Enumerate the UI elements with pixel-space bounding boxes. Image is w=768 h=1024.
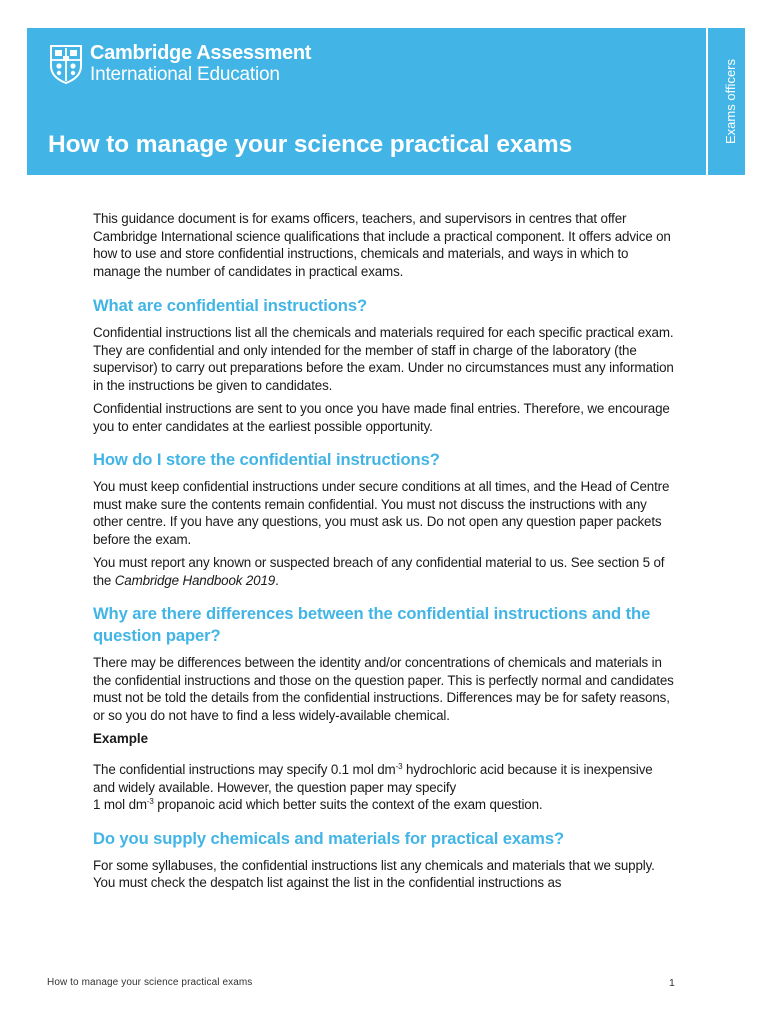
section-paragraph [93,554,675,589]
paragraph-text: You must report any known or suspected breach of any confidential material to us. See section 5 of the [93,555,665,588]
superscript: -3 [146,797,154,806]
footer-document-title: How to manage your science practical exams [47,977,253,988]
example-paragraph [93,761,675,814]
org-name-line1: Cambridge Assessment [90,42,312,64]
document-body [93,210,675,898]
section-heading: How do I store the confidential instructions? [93,450,440,469]
intro-paragraph: This guidance document is for exams officers, teachers, and supervisors in centres that offer Cambridge International science qualifications that include a practical component. It offers advice on how to use and store confidential instructions, chemicals and materials, and ways in which to manage the number of candidates in practical exams. [93,211,671,279]
audience-tab-label: Exams officers [722,58,738,145]
section-heading: What are confidential instructions? [93,296,368,315]
paragraph-text: . [275,572,279,588]
handbook-reference: Cambridge Handbook 2019 [114,572,276,588]
example-text: hydrochloric acid because it is inexpensive and widely available. However, the question paper may specify [93,762,653,795]
cambridge-crest-icon [49,44,83,84]
example-text: The confidential instructions may specify 0.1 mol dm [93,762,396,777]
section-paragraph: Confidential instructions are sent to you once you have made final entries. Therefore, we encourage you to enter candidates at the earliest possible opportunity. [93,401,670,434]
superscript: -3 [395,762,403,771]
section-heading: Do you supply chemicals and materials for practical exams? [93,828,564,848]
example-text: propanoic acid which better suits the context of the exam question. [153,797,543,812]
section-paragraph: For some syllabuses, the confidential instructions list any chemicals and materials that we supply. You must check the despatch list against the list in the confidential instructions as [93,857,655,890]
section-heading: Why are there differences between the confidential instructions and the question paper? [93,604,651,645]
section-paragraph: There may be differences between the identity and/or concentrations of chemicals and materials in the confidential instructions and those on the question paper. This is perfectly normal and candidates must not be told the details from the confidential instructions. Differences may be for safety reasons, or so you do not have to find a less widely-available chemical. [93,655,674,723]
section-paragraph: You must keep confidential instructions under secure conditions at all times, and the Head of Centre must make sure the contents remain confidential. You must not discuss the instructions with any other centre. If you have any questions, you must ask us. Do not open any question paper packets before the exam. [93,479,670,547]
header-divider [706,28,708,175]
example-label: Example [93,731,149,746]
header-band [27,28,745,175]
example-text: 1 mol dm [93,797,147,812]
org-name-line2: International Education [90,64,280,85]
document-title: How to manage your science practical exams [48,131,573,158]
audience-tab [715,28,745,175]
cambridge-logo [49,43,311,85]
page-number: 1 [669,977,675,989]
section-paragraph: Confidential instructions list all the chemicals and materials required for each specific practical exam. They are confidential and only intended for the member of staff in charge of the laboratory (the supervisor) to carry out preparations before the exam. Under no circumstances must any information in the instructions be given to candidates. [93,325,674,393]
